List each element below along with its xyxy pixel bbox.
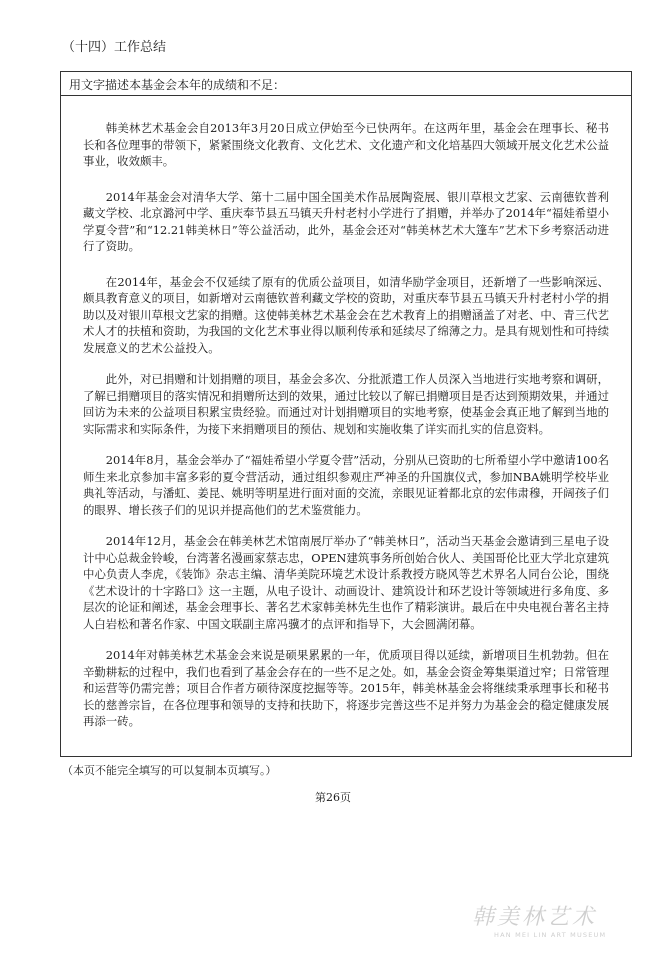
paragraph-2: 2014年基金会对清华大学、第十二届中国全国美术作品展陶瓷展、银川草根文艺家、云南德钦普利藏文学校、北京潞河中学、重庆奉节县五马镇天升村老村小学进行了捐赠，并举办了2014年“福娃希望小学夏令营”和“12.21韩美林日”等公益活动，此外，基金会还对“韩美林艺术大篷车”艺术下乡考察活动进行了资助。: [83, 189, 609, 253]
paragraph-7: 2014年对韩美林艺术基金会来说是硕果累累的一年，优质项目得以延续，新增项目生机勃勃。但在辛勤耕耘的过程中，我们也看到了基金会存在的一些不足之处。如，基金会资金筹集渠道过窄；日常管理和运营等仍需完善；项目合作者方硕待深度挖掘等等。2015年，韩美林基金会将继续秉承理事长和秘书长的慈善宗旨，在各位理事和领导的支持和扶助下，将逐步完善这些不足并努力为基金会的稳定健康发展再添一砖。: [83, 648, 609, 728]
paragraph-5: 2014年8月，基金会举办了“福娃希望小学夏令营”活动，分别从已资助的七所希望小学中邀请100名师生来北京参加丰富多彩的夏令营活动，通过组织参观庄严神圣的升国旗仪式，参加NBA姚明学校毕业典礼等活动，与潘虹、姜昆、姚明等明星进行面对面的交流，亲眼见证着都北京的宏伟肃穆，开阔孩子们的眼界、增长孩子们的见识并提高他们的艺术鉴赏能力。: [83, 453, 609, 517]
museum-watermark-logo: [472, 900, 652, 944]
watermark-cn: 韩美林艺术: [472, 905, 598, 930]
section-title: （十四）工作总结: [62, 40, 167, 55]
paragraph-4: 此外，对已捐赠和计划捐赠的项目，基金会多次、分批派遣工作人员深入当地进行实地考察和调研，了解已捐赠项目的落实情况和捐赠所达到的效果，通过比较以了解已捐赠项目是否达到预期效果，并通过回访为未来的公益项目积累宝贵经验。而通过对计划捐赠项目的实地考察，使基金会真正地了解到当地的实际需求和实际条件，为接下来捐赠项目的预估、规划和实施收集了详实而扎实的信息资料。: [83, 372, 609, 436]
paragraph-3: 在2014年，基金会不仅延续了原有的优质公益项目，如清华励学金项目，还新增了一些影响深远、颇具教育意义的项目，如新增对云南德钦普利藏文学校的资助，对重庆奉节县五马镇天升村老村小学的捐助以及对银川草根文艺家的捐赠。这使韩美林艺术基金会在艺术教育上的捐赠涵盖了对老、中、青三代艺术人才的扶植和资助，为我国的文化艺术事业得以顺利传承和延续尽了绵薄之力。是具有规划性和可持续发展意义的艺术公益投入。: [83, 274, 609, 355]
watermark-en: HAN MEI LIN ART MUSEUM: [494, 931, 607, 939]
page-number: 第26页: [315, 791, 351, 804]
summary-body: [61, 120, 631, 730]
footnote: （本页不能完全填写的可以复制本页填写。）: [62, 764, 277, 777]
paragraph-6: 2014年12月，基金会在韩美林艺术馆南展厅举办了“韩美林日”，活动当天基金会邀请到三星电子设计中心总裁金铃峻，台湾著名漫画家蔡志忠，OPEN建筑事务所创始合伙人、美国哥伦比亚大学北京建筑中心负责人李虎，《装饰》杂志主编、清华美院环境艺术设计系教授方晓风等艺术界名人同台公论，围绕《艺术设计的十字路口》这一主题，从电子设计、动画设计、建筑设计和环艺设计等领域进行多角度、多层次的论证和阐述，基金会理事长、著名艺术家韩美林先生也作了精彩演讲。最后在中央电视台著名主持人白岩松和著名作家、中国文联副主席冯骥才的点评和指导下，大会圆满闭幕。: [83, 534, 609, 631]
work-summary-form: [60, 71, 632, 757]
form-prompt: 用文字描述本基金会本年的成绩和不足：: [61, 72, 631, 96]
paragraph-1: 韩美林艺术基金会自2013年3月20日成立伊始至今已快两年。在这两年里，基金会在理事长、秘书长和各位理事的带领下，紧紧围绕文化教育、文化艺术、文化遗产和文化培基四大领域开展文化艺术公益事业，收效颇丰。: [83, 121, 609, 168]
